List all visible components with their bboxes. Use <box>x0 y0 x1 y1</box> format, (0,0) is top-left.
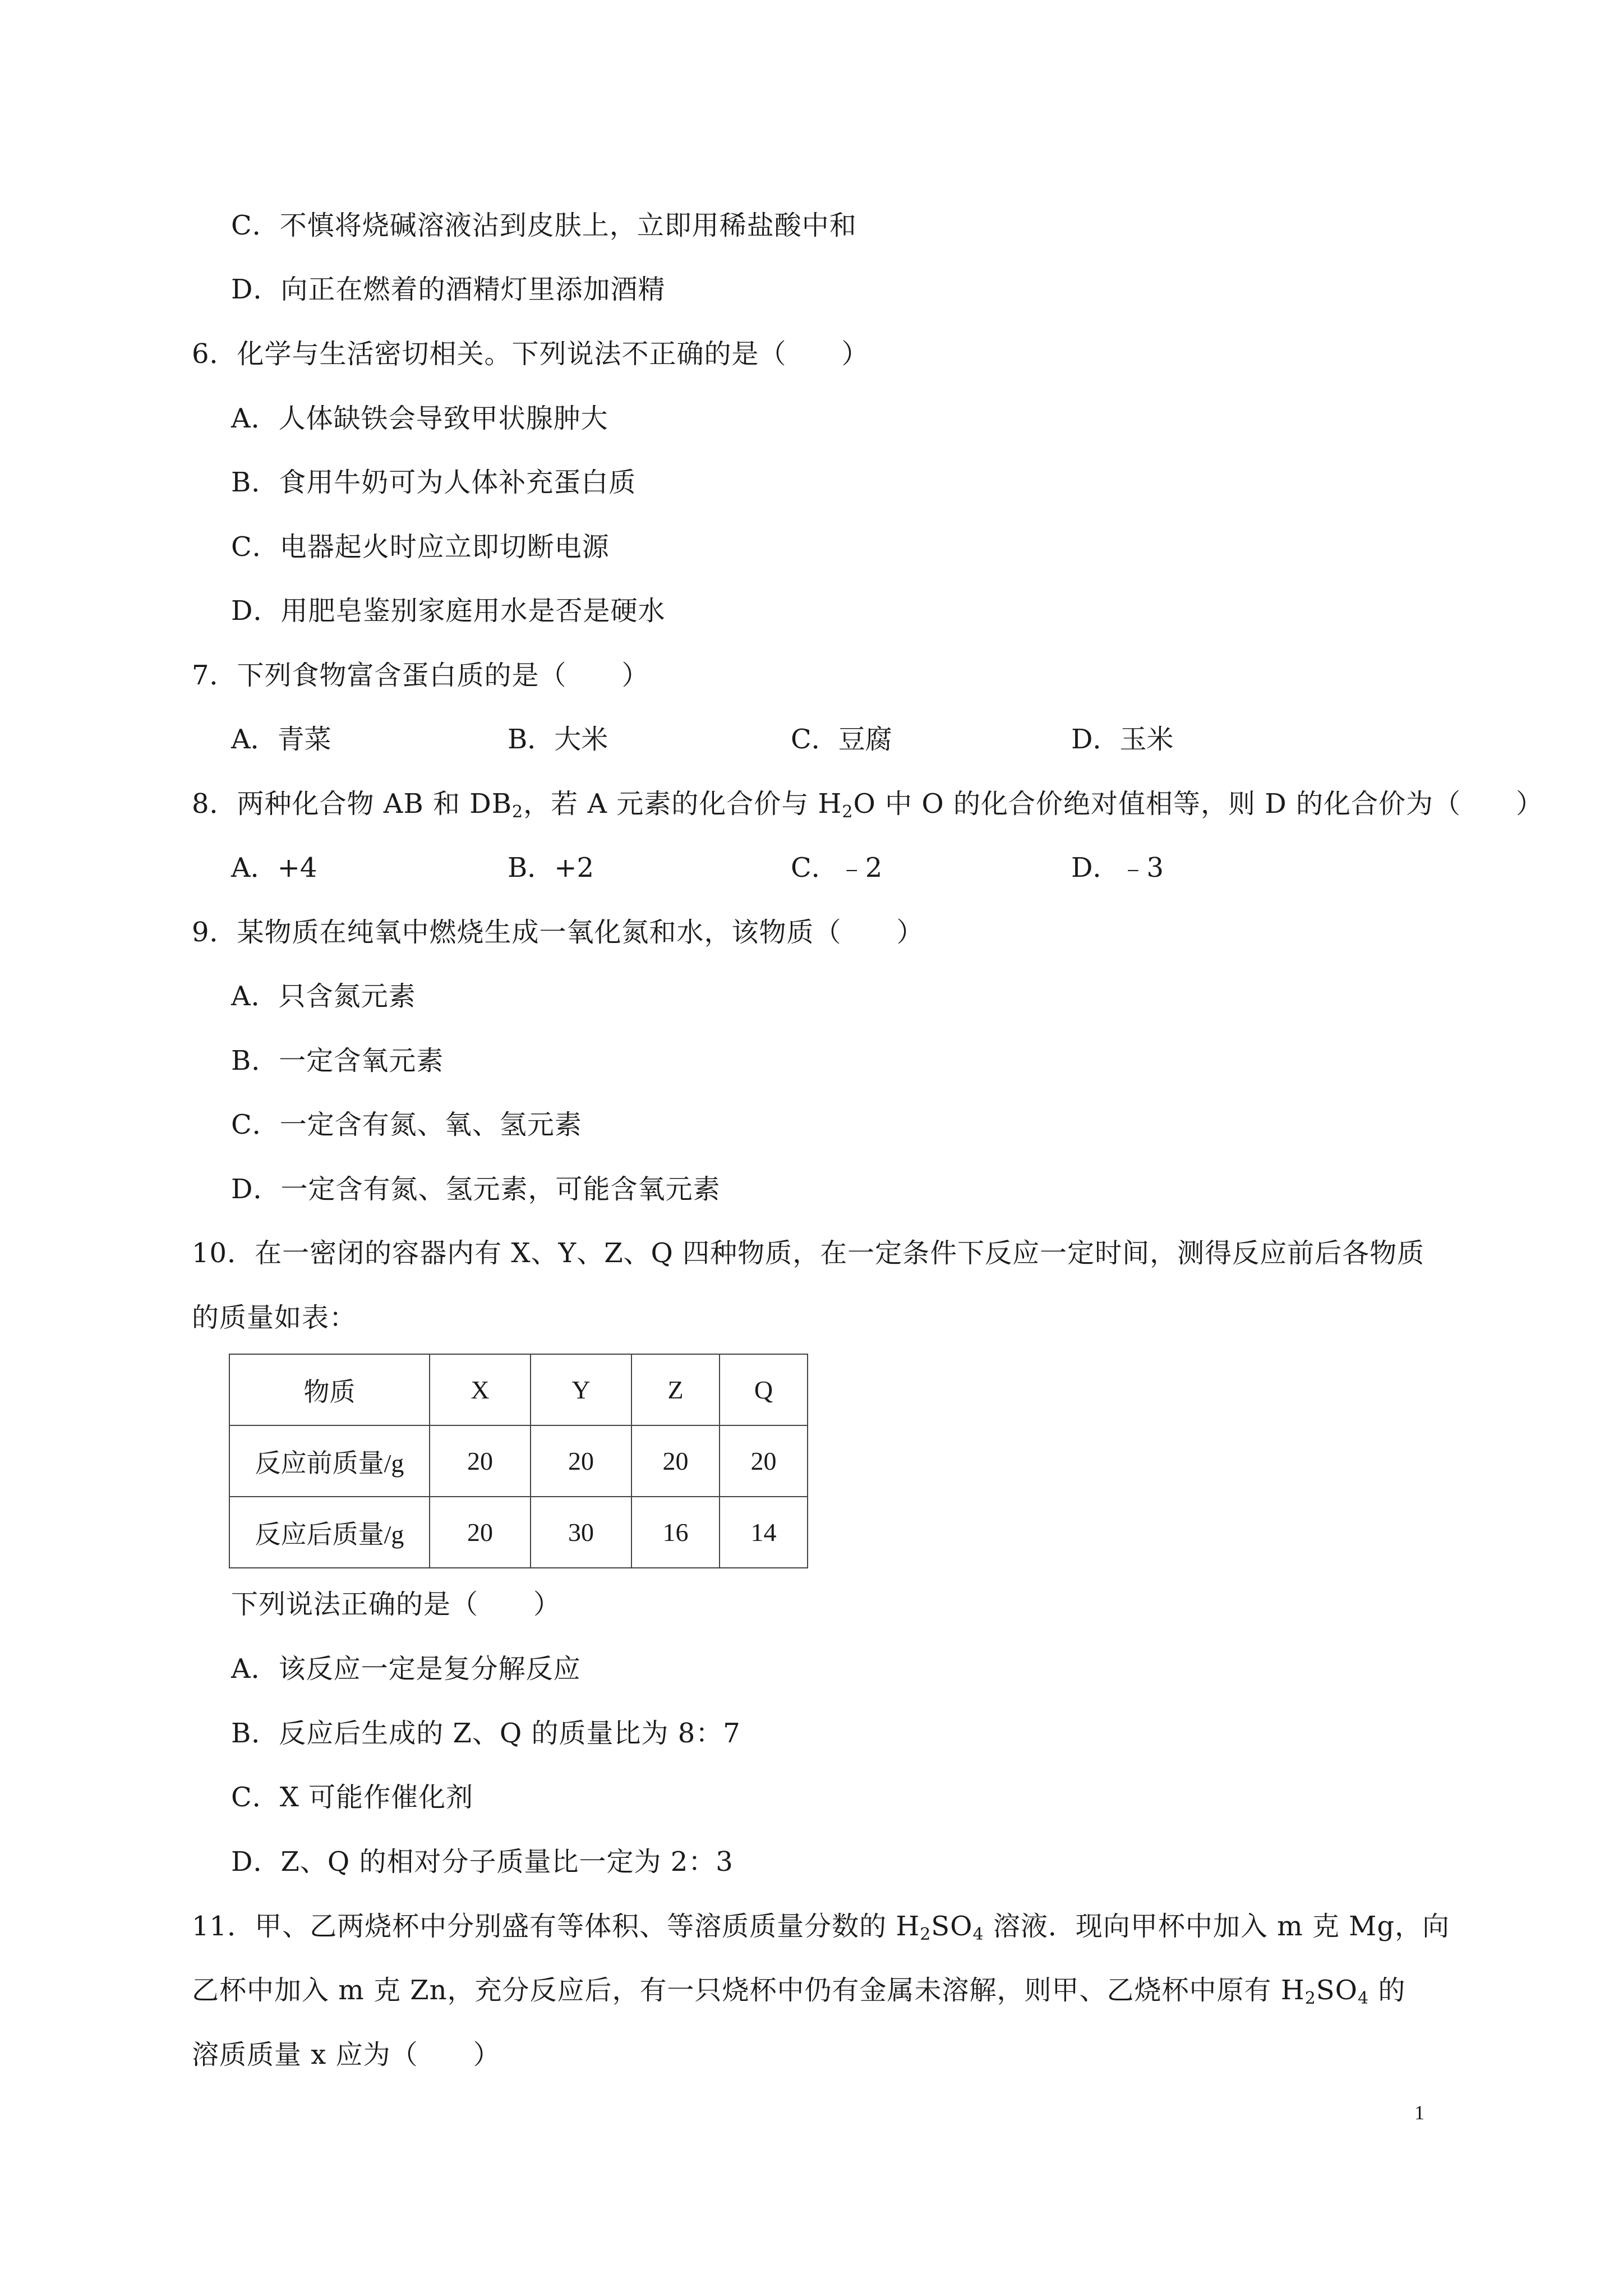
table-header-cell: Z <box>631 1354 720 1425</box>
q6-option-c: C．电器起火时应立即切断电源 <box>231 531 610 563</box>
q11-stem-line2: 乙杯中加入 m 克 Zn，充分反应后，有一只烧杯中仍有金属未溶解，则甲、乙烧杯中原有 $H_2SO_4$ 的 <box>192 1975 1406 2008</box>
q10-option-a: A．该反应一定是复分解反应 <box>231 1653 581 1685</box>
q7-option-d: D．玉米 <box>1071 724 1174 755</box>
table-cell: 16 <box>631 1497 720 1568</box>
table-cell: 14 <box>720 1497 808 1568</box>
q8-option-d: D．﹣3 <box>1071 852 1164 884</box>
q10-stem-line2: 的质量如表： <box>192 1302 357 1333</box>
q10-option-b: B．反应后生成的 Z、Q 的质量比为 8：7 <box>231 1718 741 1749</box>
table-cell: 20 <box>430 1425 531 1497</box>
q10-option-c: C．X 可能作催化剂 <box>231 1782 474 1813</box>
q11-stem-line3: 溶质质量 x 应为（ ） <box>192 2039 501 2070</box>
table-row <box>229 1425 808 1497</box>
q9-stem: 9．某物质在纯氧中燃烧生成一氧化氮和水，该物质（ ） <box>192 917 924 948</box>
q8-option-b: B．+2 <box>508 852 594 884</box>
page-number: 1 <box>1414 2101 1424 2124</box>
q9-option-c: C．一定含有氮、氧、氢元素 <box>231 1109 582 1140</box>
table-cell: 20 <box>430 1497 531 1568</box>
q7-option-c: C．豆腐 <box>791 724 892 755</box>
q6-option-a: A．人体缺铁会导致甲状腺肿大 <box>231 403 608 434</box>
table-header-row <box>229 1354 808 1425</box>
q8-option-c: C．﹣2 <box>791 852 883 884</box>
table-cell: 30 <box>531 1497 631 1568</box>
q8-option-a: A．+4 <box>231 852 317 884</box>
q6-stem: 6．化学与生活密切相关。下列说法不正确的是（ ） <box>192 338 869 370</box>
q5-option-d: D．向正在燃着的酒精灯里添加酒精 <box>231 274 666 305</box>
q7-stem: 7．下列食物富含蛋白质的是（ ） <box>192 660 649 691</box>
q9-option-b: B．一定含氧元素 <box>231 1045 444 1076</box>
q8-stem: 8．两种化合物 AB 和 $DB_2$，若 A 元素的化合价与 $H_2O$ 中 O 的化合价绝对值相等，则 D 的化合价为（ ） <box>192 788 1543 822</box>
mass-table <box>229 1354 808 1568</box>
table-cell: 20 <box>720 1425 808 1497</box>
q5-option-c: C．不慎将烧碱溶液沾到皮肤上，立即用稀盐酸中和 <box>231 210 857 241</box>
q7-option-b: B．大米 <box>508 724 608 755</box>
table-cell: 反应前质量/g <box>229 1425 430 1497</box>
q10-stem-line1: 10．在一密闭的容器内有 X、Y、Z、Q 四种物质，在一定条件下反应一定时间，测得反应前后各物质 <box>192 1237 1425 1269</box>
table-header-cell: Y <box>531 1354 631 1425</box>
table-cell: 20 <box>631 1425 720 1497</box>
q11-stem-line1: 11．甲、乙两烧杯中分别盛有等体积、等溶质质量分数的 $H_2SO_4$ 溶液．现向甲杯中加入 m 克 Mg，向 <box>192 1911 1450 1944</box>
q6-option-d: D．用肥皂鉴别家庭用水是否是硬水 <box>231 595 666 627</box>
table-header-cell: X <box>430 1354 531 1425</box>
table-header-cell: Q <box>720 1354 808 1425</box>
table-row <box>229 1497 808 1568</box>
q9-option-a: A．只含氮元素 <box>231 981 416 1012</box>
table-header-cell: 物质 <box>229 1354 430 1425</box>
table-cell: 反应后质量/g <box>229 1497 430 1568</box>
q10-prompt: 下列说法正确的是（ ） <box>231 1589 561 1620</box>
q7-option-a: A．青菜 <box>231 724 331 755</box>
q10-option-d: D．Z、Q 的相对分子质量比一定为 2：3 <box>231 1846 734 1878</box>
q9-option-d: D．一定含有氮、氢元素，可能含氧元素 <box>231 1174 721 1205</box>
q6-option-b: B．食用牛奶可为人体补充蛋白质 <box>231 467 637 498</box>
table-cell: 20 <box>531 1425 631 1497</box>
